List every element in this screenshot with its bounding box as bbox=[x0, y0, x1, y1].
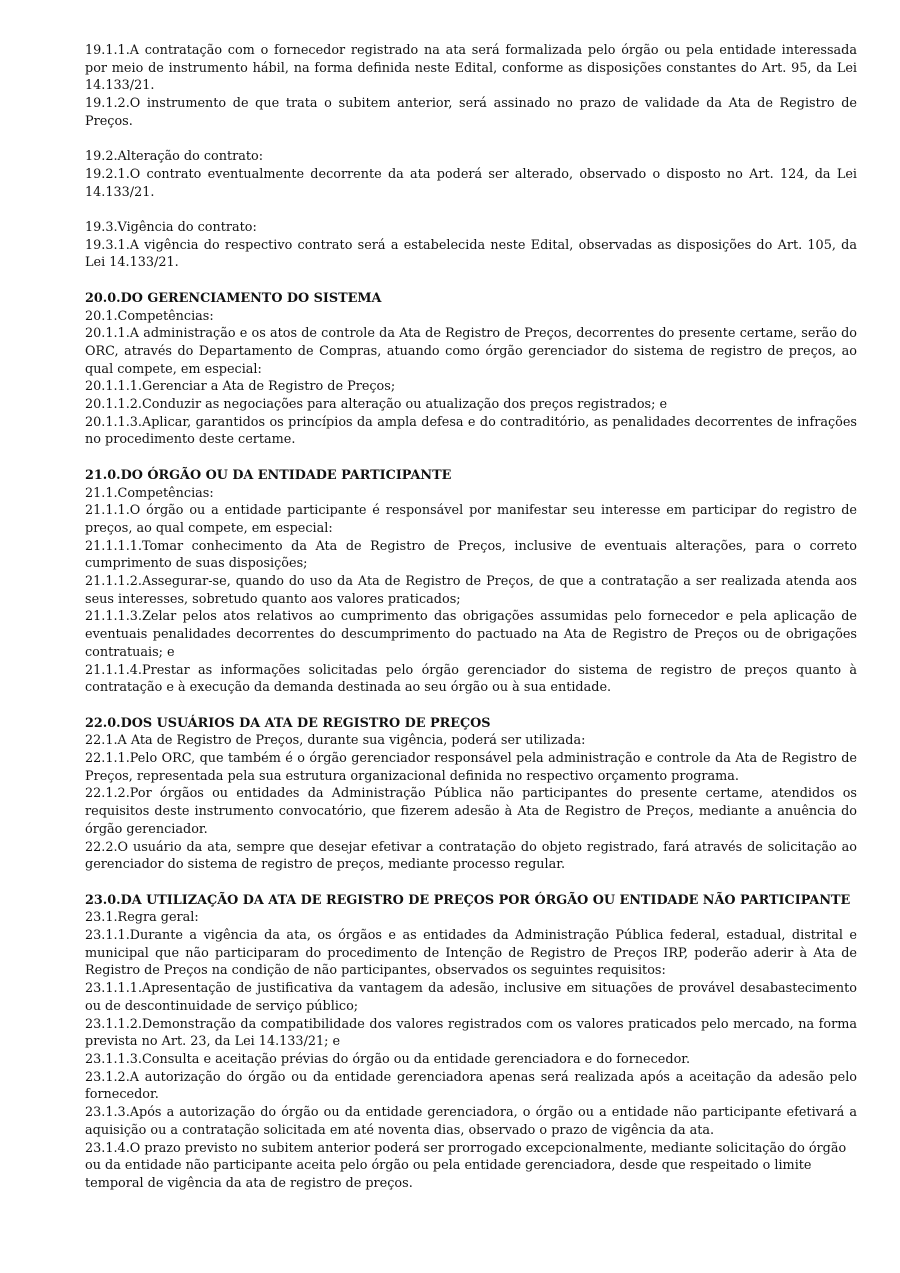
spacer bbox=[85, 272, 857, 290]
spacer bbox=[85, 874, 857, 892]
clause-22-1-2: 22.1.2.Por órgãos ou entidades da Administração Pública não participantes do presente certame, atendidos os requisitos deste instrumento convocatório, que fizerem adesão à Ata de Registro de Preços, mediante a anuência do órgão gerenciador. bbox=[85, 786, 857, 837]
section-20-heading: 20.0.DO GERENCIAMENTO DO SISTEMA bbox=[85, 290, 382, 306]
section-23-heading: 23.0.DA UTILIZAÇÃO DA ATA DE REGISTRO DE PREÇOS POR ÓRGÃO OU ENTIDADE NÃO PARTICIPANTE bbox=[85, 892, 851, 908]
clause-19-2-1: 19.2.1.O contrato eventualmente decorrente da ata poderá ser alterado, observado o disposto no Art. 124, da Lei 14.133/21. bbox=[85, 166, 857, 200]
clause-23-1-3: 23.1.3.Após a autorização do órgão ou da entidade gerenciadora, o órgão ou a entidade não participante efetivará a aquisição ou a contratação solicitada em até noventa dias, observado o prazo de vigência da ata. bbox=[85, 1105, 857, 1138]
clause-21-1-1-1: 21.1.1.1.Tomar conhecimento da Ata de Registro de Preços, inclusive de eventuais alterações, para o correto cumprimento de suas disposições; bbox=[85, 538, 857, 572]
clause-23-1-4: 23.1.4.O prazo previsto no subitem anterior poderá ser prorrogado excepcionalmente, mediante solicitação do órgão ou da entidade não participante aceita pelo órgão ou pela entidade gerenciadora, desde que respeitado o limite temporal de vigência da ata de registro de preços. bbox=[85, 1140, 847, 1191]
section-21-heading: 21.0.DO ÓRGÃO OU DA ENTIDADE PARTICIPANTE bbox=[85, 467, 452, 483]
clause-19-2: 19.2.Alteração do contrato: bbox=[85, 149, 264, 165]
spacer bbox=[85, 697, 857, 715]
section-22-heading: 22.0.DOS USUÁRIOS DA ATA DE REGISTRO DE PREÇOS bbox=[85, 715, 491, 731]
clause-22-2: 22.2.O usuário da ata, sempre que desejar efetivar a contratação do objeto registrado, fará através de solicitação ao gerenciador do sistema de registro de preços, mediante processo regular. bbox=[85, 839, 857, 873]
clause-21-1-1-2: 21.1.1.2.Assegurar-se, quando do uso da Ata de Registro de Preços, de que a contratação a ser realizada atenda aos seus interesses, sobretudo quanto aos valores praticados; bbox=[85, 574, 857, 607]
clause-20-1: 20.1.Competências: bbox=[85, 308, 214, 324]
clause-22-1: 22.1.A Ata de Registro de Preços, durante sua vigência, poderá ser utilizada: bbox=[85, 733, 586, 749]
clause-23-1-2: 23.1.2.A autorização do órgão ou da entidade gerenciadora apenas será realizada após a aceitação da adesão pelo fornecedor. bbox=[85, 1069, 857, 1103]
spacer bbox=[85, 201, 857, 219]
clause-21-1-1-3: 21.1.1.3.Zelar pelos atos relativos ao cumprimento das obrigações assumidas pelo fornecedor e pela aplicação de eventuais penalidades decorrentes do descumprimento do pactuado na Ata de Registro de Preços ou de obrigações contratuais; e bbox=[85, 609, 857, 660]
clause-21-1-1-4: 21.1.1.4.Prestar as informações solicitadas pelo órgão gerenciador do sistema de registro de preços quanto à contratação e à execução da demanda destinada ao seu órgão ou à sua entidade. bbox=[85, 662, 857, 696]
clause-23-1-1-2: 23.1.1.2.Demonstração da compatibilidade dos valores registrados com os valores praticados pelo mercado, na forma prevista no Art. 23, da Lei 14.133/21; e bbox=[85, 1016, 857, 1050]
clause-23-1: 23.1.Regra geral: bbox=[85, 910, 199, 926]
clause-21-1: 21.1.Competências: bbox=[85, 485, 214, 501]
clause-19-1-2: 19.1.2.O instrumento de que trata o subitem anterior, será assinado no prazo de validade da Ata de Registro de Preços. bbox=[85, 96, 857, 129]
clause-19-1-1: 19.1.1.A contratação com o fornecedor registrado na ata será formalizada pelo órgão ou pela entidade interessada por meio de instrumento hábil, na forma definida neste Edital, conforme as disposições constantes do Art. 95, da Lei 14.133/21. bbox=[85, 43, 857, 94]
clause-21-1-1: 21.1.1.O órgão ou a entidade participante é responsável por manifestar seu interesse em participar do registro de preços, ao qual compete, em especial: bbox=[85, 503, 857, 536]
clause-20-1-1-3: 20.1.1.3.Aplicar, garantidos os princípios da ampla defesa e do contraditório, as penalidades decorrentes de infrações no procedimento deste certame. bbox=[85, 414, 857, 448]
spacer bbox=[85, 449, 857, 467]
document-page bbox=[85, 42, 857, 1193]
clause-20-1-1-1: 20.1.1.1.Gerenciar a Ata de Registro de Preços; bbox=[85, 379, 396, 395]
clause-20-1-1: 20.1.1.A administração e os atos de controle da Ata de Registro de Preços, decorrentes do presente certame, serão do ORC, através do Departamento de Compras, atuando como órgão gerenciador do sistema de registro de preços, ao qual compete, em especial: bbox=[85, 326, 857, 377]
clause-22-1-1: 22.1.1.Pelo ORC, que também é o órgão gerenciador responsável pela administração e controle da Ata de Registro de Preços, representada pela sua estrutura organizacional definida no respectivo orçamento programa. bbox=[85, 751, 857, 784]
clause-23-1-1-1: 23.1.1.1.Apresentação de justificativa da vantagem da adesão, inclusive em situações de provável desabastecimento ou de descontinuidade de serviço público; bbox=[85, 981, 857, 1014]
clause-23-1-1: 23.1.1.Durante a vigência da ata, os órgãos e as entidades da Administração Pública federal, estadual, distrital e municipal que não participaram do procedimento de Intenção de Registro de Preços IRP, poderão aderir à Ata de Registro de Preços na condição de não participantes, observados os seguintes requisitos: bbox=[85, 928, 857, 979]
clause-19-3: 19.3.Vigência do contrato: bbox=[85, 220, 257, 235]
spacer bbox=[85, 131, 857, 149]
clause-23-1-1-3: 23.1.1.3.Consulta e aceitação prévias do órgão ou da entidade gerenciadora e do fornecedor. bbox=[85, 1051, 691, 1067]
clause-20-1-1-2: 20.1.1.2.Conduzir as negociações para alteração ou atualização dos preços registrados; e bbox=[85, 397, 668, 413]
clause-19-3-1: 19.3.1.A vigência do respectivo contrato será a estabelecida neste Edital, observadas as disposições do Art. 105, da Lei 14.133/21. bbox=[85, 237, 857, 271]
